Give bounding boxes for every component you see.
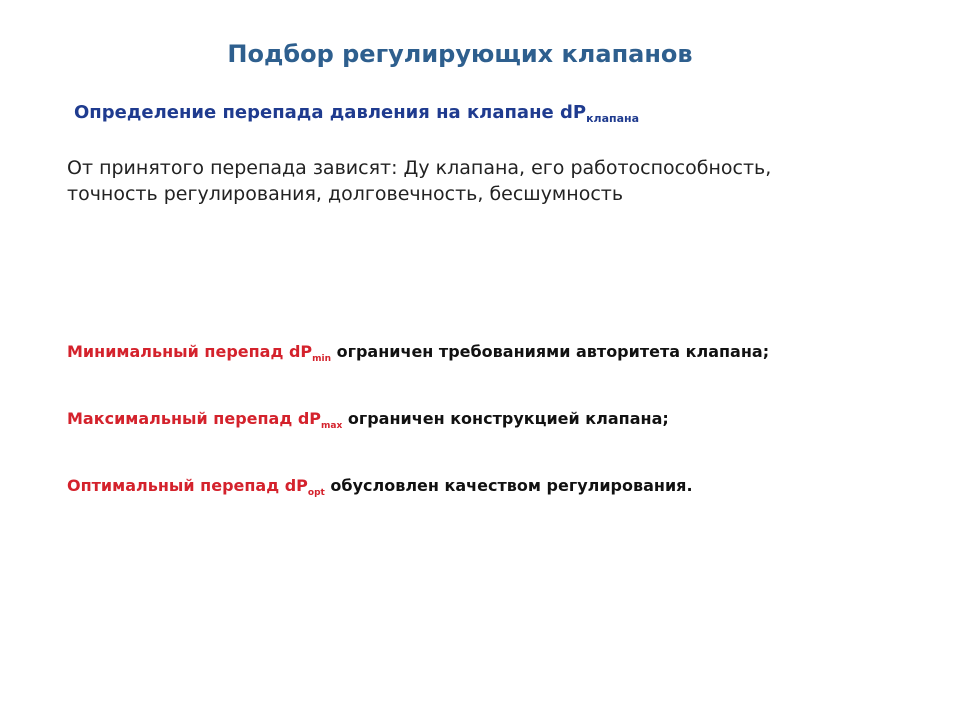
- subtitle-subscript: клапана: [586, 112, 640, 125]
- slide-subtitle: [74, 102, 639, 125]
- constraint-min-subscript: min: [312, 354, 332, 364]
- constraint-max-rest: ограничен конструкцией клапана;: [342, 409, 669, 428]
- body-line-2: точность регулирования, долговечность, бесшумность: [67, 183, 624, 205]
- constraint-max-lead: Максимальный перепад dP: [67, 409, 322, 428]
- constraint-opt-lead: Оптимальный перепад dP: [67, 476, 308, 495]
- body-line-1: От принятого перепада зависят: Ду клапана, его работоспособность,: [67, 157, 772, 179]
- constraint-min: [67, 342, 769, 364]
- body-paragraph: [67, 155, 907, 207]
- slide-title: Подбор регулирующих клапанов: [227, 40, 693, 68]
- constraint-max: [67, 409, 669, 431]
- subtitle-text: Определение перепада давления на клапане dP: [74, 102, 587, 123]
- constraint-min-lead: Минимальный перепад dP: [67, 342, 313, 361]
- constraint-opt-rest: обусловлен качеством регулирования.: [324, 476, 693, 495]
- constraint-min-rest: ограничен требованиями авторитета клапана;: [331, 342, 770, 361]
- constraint-opt: [67, 476, 693, 498]
- constraint-opt-subscript: opt: [307, 488, 325, 498]
- constraint-max-subscript: max: [321, 421, 343, 431]
